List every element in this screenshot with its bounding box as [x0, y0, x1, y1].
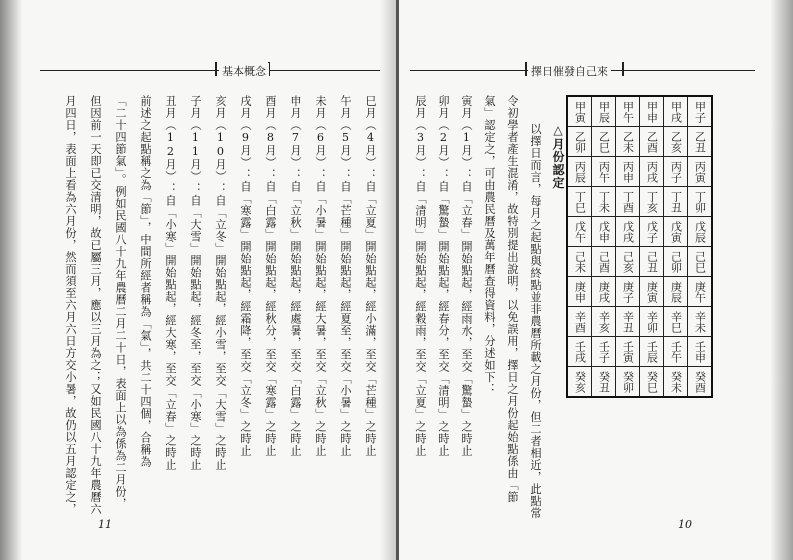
stem-branch-label: 辛酉: [573, 310, 587, 333]
table-cell: [688, 307, 713, 337]
table-cell: [640, 187, 664, 217]
stem-branch-label: 辛卯: [645, 310, 659, 333]
table-cell: [688, 247, 713, 277]
book-spine: [396, 0, 399, 560]
stem-branch-label: 甲辰: [597, 100, 611, 123]
text-column: 丑月（12月）：自「小寒」開始點起，經大寒，至交「立春」之時止: [164, 95, 177, 471]
table-cell: [567, 217, 592, 247]
stem-branch-label: 辛亥: [597, 310, 611, 333]
table-cell: [616, 127, 640, 157]
stem-branch-label: 乙巳: [597, 130, 611, 153]
text-column: 以擇日而言，每月之起點與終點並非農曆所載之月份，但二者相近，此點常: [529, 123, 542, 519]
table-cell: [616, 277, 640, 307]
table-cell: [616, 157, 640, 187]
text-column: 但因前一天即已交清明，故已屬三月，應以三月為之；又如民國八十九年農曆六: [89, 95, 102, 515]
table-cell: [640, 217, 664, 247]
stem-branch-label: 己亥: [621, 250, 635, 273]
stem-branch-label: 壬子: [597, 340, 611, 363]
table-cell: [567, 157, 592, 187]
table-cell: [567, 367, 592, 398]
table-cell: [592, 217, 616, 247]
text-column: 氣」認定之，可由農民曆及萬年曆查得資料，分述如下：: [483, 95, 496, 395]
table-cell: [664, 307, 688, 337]
table-cell: [688, 367, 713, 398]
stem-branch-label: 乙未: [621, 130, 635, 153]
stem-branch-label: 己巳: [693, 250, 707, 273]
table-cell: [640, 127, 664, 157]
stem-branch-label: 丁巳: [573, 190, 587, 213]
table-cell: [664, 247, 688, 277]
table-cell: [688, 127, 713, 157]
stem-branch-label: 癸卯: [621, 370, 635, 393]
text-column: 卯月（2月）：自「驚蟄」開始點起，經春分，至交「清明」之時止: [437, 95, 450, 457]
stem-branch-label: 乙亥: [669, 130, 683, 153]
stem-branch-label: 庚子: [621, 280, 635, 303]
table-cell: [567, 96, 592, 127]
stem-branch-label: 丁卯: [693, 190, 707, 213]
stem-branch-label: 甲戌: [669, 100, 683, 123]
table-cell: [664, 157, 688, 187]
table-cell: [592, 157, 616, 187]
stem-branch-label: 戊子: [645, 220, 659, 243]
table-cell: [664, 337, 688, 367]
table-cell: [567, 127, 592, 157]
stem-branch-label: 甲申: [645, 100, 659, 123]
text-column: 子月（11月）：自「大雪」開始點起，經冬至，至交「小寒」之時止: [189, 95, 202, 471]
stem-branch-label: 己卯: [669, 250, 683, 273]
text-column: 前述之起點稱之為「節」，中間所經者稱為「氣」，共二十四個，合稱為: [139, 95, 152, 468]
text-column: 申月（7月）：自「立秋」開始點起，經處暑，至交「白露」之時止: [289, 95, 302, 457]
stem-branch-label: 庚申: [573, 280, 587, 303]
stem-branch-label: 己酉: [597, 250, 611, 273]
table-row: [567, 96, 712, 127]
table-cell: [664, 277, 688, 307]
table-cell: [664, 217, 688, 247]
stem-branch-label: 癸丑: [597, 370, 611, 393]
table-cell: [664, 367, 688, 398]
table-cell: [688, 157, 713, 187]
stem-branch-label: 庚戌: [597, 280, 611, 303]
header-rule: [40, 70, 380, 71]
stem-branch-label: 丁亥: [645, 190, 659, 213]
stem-branch-label: 丙子: [669, 160, 683, 183]
table-row: [567, 367, 712, 398]
table-cell: [592, 127, 616, 157]
table-row: [567, 157, 712, 187]
running-header: 基本概念: [219, 63, 269, 79]
stem-branch-label: 乙卯: [573, 130, 587, 153]
table-cell: [640, 157, 664, 187]
table-cell: [640, 337, 664, 367]
table-cell: [616, 307, 640, 337]
table-cell: [592, 337, 616, 367]
stem-branch-label: 壬午: [669, 340, 683, 363]
table-cell: [664, 187, 688, 217]
table-cell: [640, 96, 664, 127]
table-cell: [664, 127, 688, 157]
table-row: [567, 247, 712, 277]
table-cell: [688, 337, 713, 367]
table-row: [567, 187, 712, 217]
running-header: 擇日催發自己來: [528, 63, 611, 79]
stem-branch-label: 丁丑: [669, 190, 683, 213]
table-cell: [688, 217, 713, 247]
table-cell: [567, 187, 592, 217]
section-title: △月份認定: [551, 123, 565, 189]
table-cell: [616, 367, 640, 398]
stem-branch-label: 壬申: [693, 340, 707, 363]
page-edge-shadow: [0, 0, 22, 560]
stem-branch-label: 庚午: [693, 280, 707, 303]
text-column: 戌月（9月）：自「寒露」開始點起，經霜降，至交「立冬」之時止: [239, 95, 252, 457]
spine-shadow: [380, 0, 396, 560]
text-column: 辰月（3月）：自「清明」開始點起，經穀雨，至交「立夏」之時止: [414, 95, 427, 457]
stem-branch-label: 乙酉: [645, 130, 659, 153]
table-cell: [592, 96, 616, 127]
stem-branch-label: 壬寅: [621, 340, 635, 363]
table-cell: [567, 247, 592, 277]
table-cell: [616, 187, 640, 217]
stem-branch-label: 辛未: [693, 310, 707, 333]
stem-branch-label: 癸未: [669, 370, 683, 393]
stem-branch-label: 戊午: [573, 220, 587, 243]
header-bracket-left: [215, 62, 217, 76]
table-row: [567, 307, 712, 337]
stem-branch-label: 壬辰: [645, 340, 659, 363]
stem-branch-label: 戊申: [597, 220, 611, 243]
text-column: 令初學者產生混淆，故特別提出說明，以免誤用，擇日之月份起始點係由「節: [506, 95, 519, 503]
stem-branch-label: 壬戌: [573, 340, 587, 363]
text-column: 「二十四節氣」。例如民國八十九年農曆二月二十日，表面上以為係為二月份，: [114, 95, 127, 510]
text-column: 亥月（10月）：自「立冬」開始點起，經小雪，至交「大雪」之時止: [214, 95, 227, 471]
stem-branch-label: 丁未: [597, 190, 611, 213]
stem-branch-label: 辛丑: [621, 310, 635, 333]
stem-branch-label: 己丑: [645, 250, 659, 273]
stem-branch-label: 丙寅: [693, 160, 707, 183]
table-row: [567, 217, 712, 247]
stem-branch-label: 辛巳: [669, 310, 683, 333]
table-cell: [664, 96, 688, 127]
stem-branch-label: 乙丑: [693, 130, 707, 153]
table-cell: [640, 247, 664, 277]
stem-branch-label: 戊寅: [669, 220, 683, 243]
table-cell: [567, 337, 592, 367]
stem-branch-label: 丁酉: [621, 190, 635, 213]
table-row: [567, 337, 712, 367]
table-cell: [640, 367, 664, 398]
table-cell: [640, 277, 664, 307]
sexagenary-cycle-table: [566, 95, 713, 398]
text-column: 巳月（4月）：自「立夏」開始點起，經小滿，至交「芒種」之時止: [364, 95, 377, 457]
stem-branch-label: 丙申: [621, 160, 635, 183]
table-cell: [592, 307, 616, 337]
table-cell: [688, 277, 713, 307]
stem-branch-label: 丙辰: [573, 160, 587, 183]
table-cell: [688, 96, 713, 127]
text-column: 寅月（1月）：自「立春」開始點起，經雨水，至交「驚蟄」之時止: [460, 95, 473, 457]
stem-branch-label: 戊戌: [621, 220, 635, 243]
stem-branch-label: 己未: [573, 250, 587, 273]
table-cell: [616, 96, 640, 127]
header-bracket-left: [525, 62, 527, 76]
stem-branch-label: 癸亥: [573, 370, 587, 393]
table-cell: [640, 307, 664, 337]
table-cell: [688, 187, 713, 217]
text-column: 月四日，表面上看為六月份，然而須至六月六日方交小暑，故仍以五月認定之，: [64, 95, 77, 515]
table-cell: [592, 187, 616, 217]
page-number: 10: [678, 518, 692, 531]
table-cell: [592, 367, 616, 398]
text-column: 酉月（8月）：自「白露」開始點起，經秋分，至交「寒露」之時止: [264, 95, 277, 457]
page-number: 11: [98, 518, 112, 531]
table-cell: [616, 337, 640, 367]
stem-branch-label: 丙午: [597, 160, 611, 183]
stem-branch-label: 庚寅: [645, 280, 659, 303]
stem-branch-label: 甲午: [621, 100, 635, 123]
table-row: [567, 127, 712, 157]
stem-branch-label: 甲子: [693, 100, 707, 123]
stem-branch-label: 癸巳: [645, 370, 659, 393]
stem-branch-label: 庚辰: [669, 280, 683, 303]
stem-branch-label: 丙戌: [645, 160, 659, 183]
stem-branch-label: 癸酉: [693, 370, 707, 393]
table-cell: [567, 307, 592, 337]
page-edge-shadow: [770, 0, 793, 560]
table-cell: [616, 247, 640, 277]
table-cell: [567, 277, 592, 307]
text-column: 午月（5月）：自「芒種」開始點起，經夏至，至交「小暑」之時止: [339, 95, 352, 457]
table-cell: [616, 217, 640, 247]
table-cell: [592, 277, 616, 307]
header-bracket-right: [622, 62, 624, 76]
table-row: [567, 277, 712, 307]
stem-branch-label: 戊辰: [693, 220, 707, 243]
text-column: 未月（6月）：自「小暑」開始點起，經大暑，至交「立秋」之時止: [314, 95, 327, 457]
table-cell: [592, 247, 616, 277]
stem-branch-label: 甲寅: [573, 100, 587, 123]
